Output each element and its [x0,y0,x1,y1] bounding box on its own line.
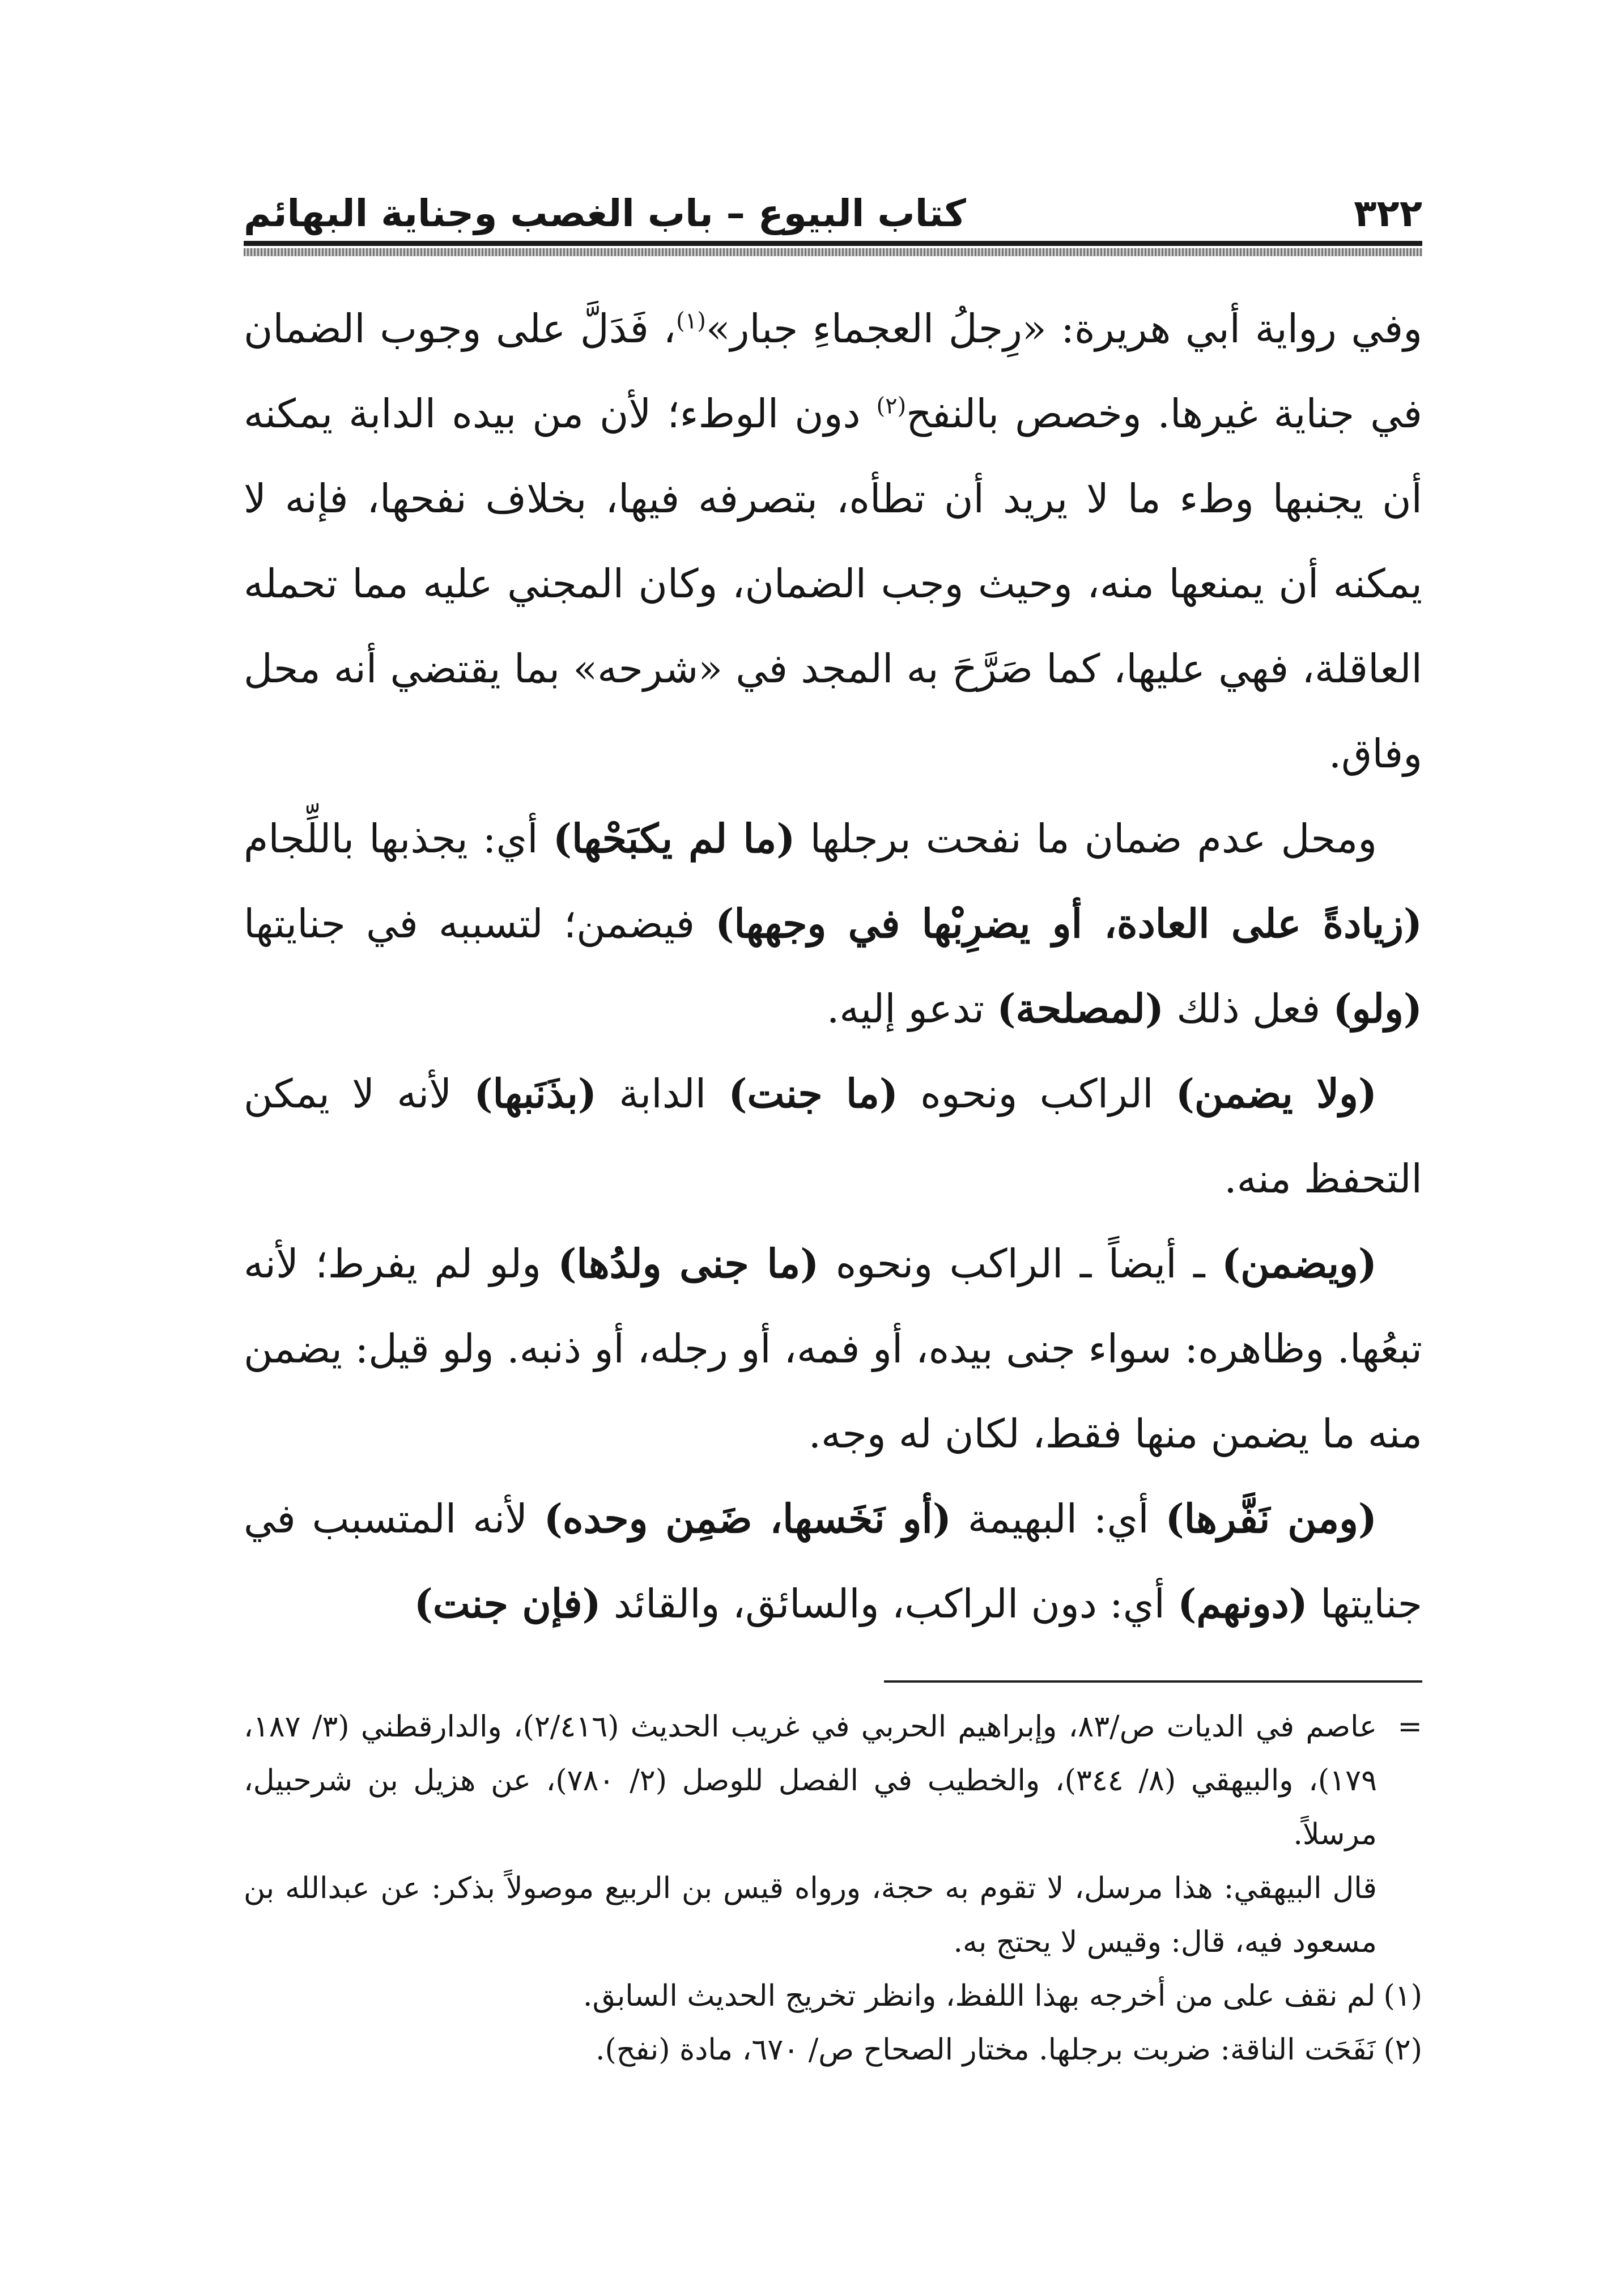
matn-text: (ما جنى ولدُها) [558,1240,819,1287]
text-run: تدعو إليه. [826,986,997,1032]
chapter-title: كتاب البيوع – باب الغصب وجناية البهائم [244,192,966,235]
matn-text: (لمصلحة) [997,985,1164,1032]
text-run: ـ أيضاً ـ الراكب ونحوه [819,1241,1222,1287]
text-run: لأنه المتسبب في جنايتها [244,1496,1422,1627]
matn-text: (ما جنت) [728,1070,898,1117]
footnote-continuation [244,1700,1422,1862]
footnote-text: عاصم في الديات ص/٨٣، وإبراهيم الحربي في غريب الحديث (٢/٤١٦)، والدارقطني (٣/ ١٨٧، ١٧٩)، والبيهقي (٨/ ٣٤٤)، والخطيب في الفصل للوصل (٢/ ٧٨٠)، عن هزيل بن شرحبيل، مرسلاً. [244,1710,1377,1852]
text-run: الدابة [597,1071,729,1117]
paragraph [244,796,1422,1051]
footnote-number: (١) [1383,1979,1422,2013]
paragraph [244,1221,1422,1476]
text-run: فيضمن؛ لتسببه في جنايتها [244,901,716,947]
footnote-ref-2: (٢) [876,393,907,419]
text-run: الراكب ونحوه [898,1071,1176,1117]
matn-text: (دونهم) [1177,1580,1308,1627]
matn-text: (ولو) [1333,985,1422,1032]
footnote-quote: قال البيهقي: هذا مرسل، لا تقوم به حجة، ورواه قيس بن الربيع موصولاً بذكر: عن عبدالله بن مسعود فيه، قال: وقيس لا يحتج به. [244,1871,1377,1959]
matn-text: (فإن جنت) [414,1580,601,1627]
footnote-ref-1: (١) [676,308,706,334]
continuation-mark: = [1397,1710,1422,1744]
footnote-text: نَفَحَت الناقة: ضربت برجلها. مختار الصحاح ص/ ٦٧٠، مادة (نفح). [596,2033,1376,2067]
header-rule-hatched [244,248,1422,256]
text-run: أي: دون الراكب، والسائق، والقائد [601,1581,1178,1627]
running-header [244,173,1422,235]
text-run: أي: يجذبها باللِّجام [244,816,553,862]
text-run: ، فَدَلَّ على وجوب الضمان في جناية غيرها. وخصص بالنفح [244,305,1422,437]
matn-text: (أو نَخَسها، ضَمِن وحده) [543,1495,952,1542]
page-number: ٣٢٢ [1354,192,1422,235]
matn-text: (ما لم يكبَحْها) [552,815,796,862]
matn-text: (بذَنَبها) [474,1070,597,1117]
paragraph [244,1476,1422,1646]
footnotes [244,1700,1422,2077]
text-run: ولو لم يفرط؛ لأنه تبعُها. وظاهره: سواء جنى بيده، أو فمه، أو رجله، أو ذنبه. ولو قيل: يضمن منه ما يضمن منها فقط، لكان له وجه. [244,1241,1422,1457]
matn-text: (زيادةً على العادة، أو يضرِبْها في وجهها) [715,900,1422,947]
paragraph [244,1051,1422,1221]
footnote-item [244,2023,1422,2077]
footnote-text: لم نقف على من أخرجه بهذا اللفظ، وانظر تخريج الحديث السابق. [583,1979,1376,2013]
header-rule [244,241,1422,246]
text-run: لأنه لا يمكن التحفظ منه. [244,1071,1422,1202]
main-text [244,286,1422,1646]
matn-text: (ويضمن) [1222,1240,1377,1287]
matn-text: (ولا يضمن) [1175,1070,1377,1117]
text-run: فعل ذلك [1163,986,1333,1032]
footnote-separator [884,1680,1422,1683]
footnote-item [244,1969,1422,2023]
matn-text: (ومن نَفَّرها) [1165,1495,1377,1542]
paragraph [244,286,1422,796]
text-run: دون الوطء؛ لأن من بيده الدابة يمكنه أن يجنبها وطء ما لا يريد أن تطأه، بتصرفه فيها، بخلاف نفحها، فإنه لا يمكنه أن يمنعها منه، وحيث وجب الضمان، وكان المجني عليه مما تحمله العاقلة، فهي عليها، كما صَرَّحَ به المجد في «شرحه» بما يقتضي أنه محل وفاق. [244,390,1422,777]
footnote-number: (٢) [1383,2033,1422,2067]
text-run: أي: البهيمة [951,1496,1166,1542]
text-run: وفي رواية أبي هريرة: «رِجلُ العجماءِ جبار» [705,305,1423,352]
text-run: ومحل عدم ضمان ما نفحت برجلها [795,816,1377,862]
